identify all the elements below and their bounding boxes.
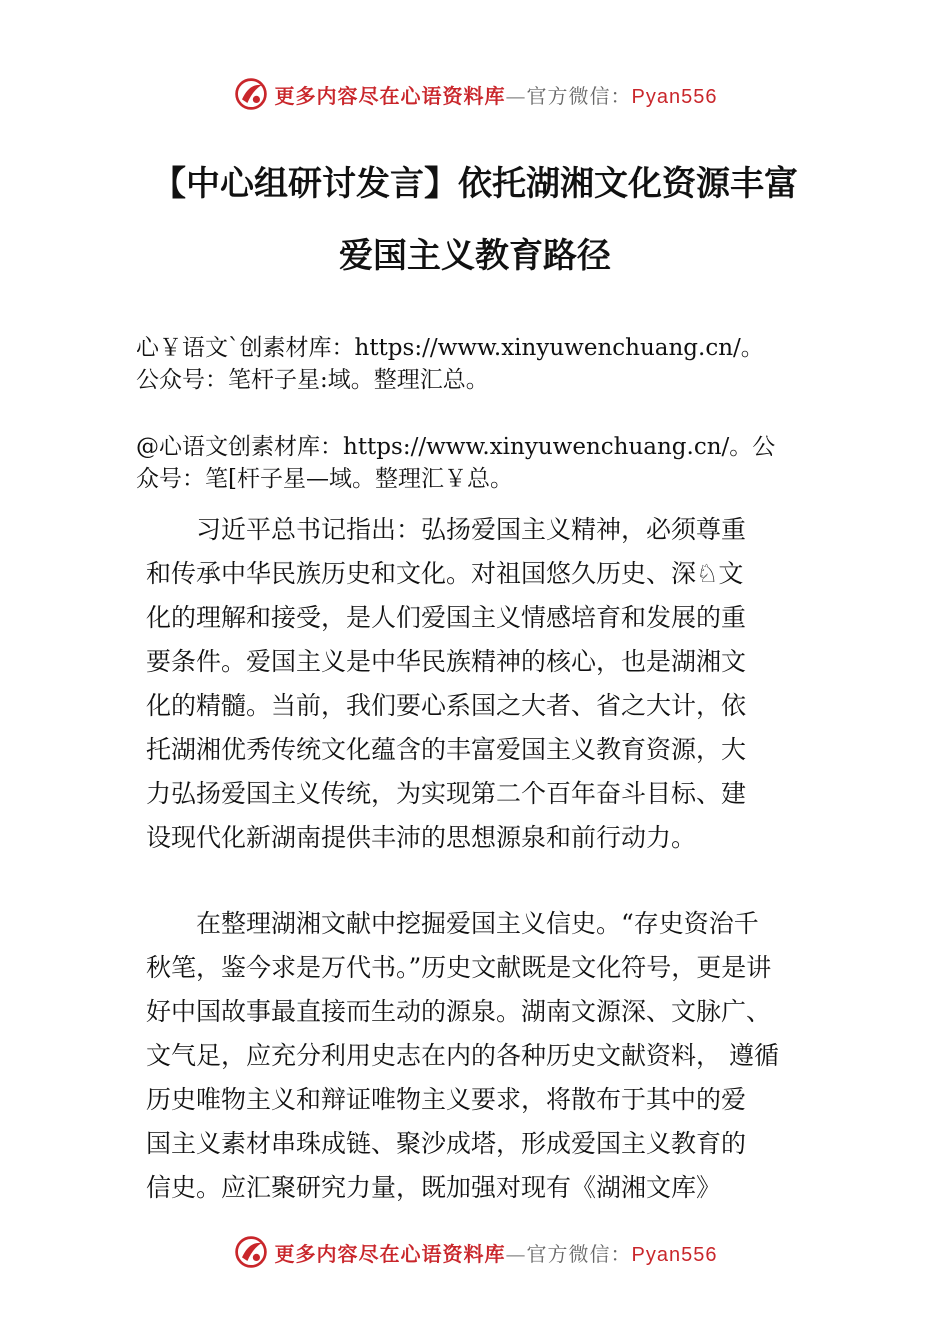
footer-banner [0,1232,950,1272]
paragraph-line: 在整理湖湘文献中挖掘爱国主义信史。“存史资治千 [146,909,759,938]
body-paragraph-2 [146,902,846,1210]
source-note-line: 公众号：笔杆子星:域。整理汇总。 [136,367,489,393]
source-note-2 [136,431,826,495]
banner-slogan: 更多内容尽在心语资料库 [274,1241,506,1266]
paragraph-line: 力弘扬爱国主义传统，为实现第二个百年奋斗目标、建 [146,779,747,808]
brand-logo-icon [233,1234,269,1270]
banner-wechat-label: 官方微信： [526,1241,632,1266]
source-note-line: @心语文创素材库：https://www.xinyuwenchuang.cn/。公 [136,434,776,460]
doc-title-line1: 【中心组研讨发言】依托湖湘文化资源丰富 [152,164,798,204]
paragraph-line: 化的理解和接受，是人们爱国主义情感培育和发展的重 [146,603,747,632]
banner-slogan: 更多内容尽在心语资料库 [274,83,506,108]
brand-logo-icon [233,76,269,112]
doc-title-line2: 爱国主义教育路径 [339,236,611,276]
paragraph-line: 文气足，应充分利用史志在内的各种历史文献资料， 遵循 [146,1041,779,1070]
source-note-1 [136,332,826,396]
body-paragraph-1 [146,508,846,860]
banner-wechat-id: Pyan556 [631,1243,718,1266]
banner-text [275,80,718,109]
banner-text [275,1238,718,1267]
paragraph-line: 设现代化新湖南提供丰沛的思想源泉和前行动力。 [146,823,697,852]
paragraph-line: 要条件。爱国主义是中华民族精神的核心，也是湖湘文 [146,647,747,676]
paragraph-line: 化的精髓。当前，我们要心系国之大者、省之大计，依 [146,691,747,720]
source-note-line: 心￥语文`创素材库：https://www.xinyuwenchuang.cn/。 [136,335,764,361]
banner-wechat-id: Pyan556 [631,85,718,108]
banner-dash: — [505,1241,527,1266]
source-note-line: 众号：笔[杆子星—域。整理汇￥总。 [136,466,513,492]
paragraph-line: 习近平总书记指出：弘扬爱国主义精神，必须尊重 [146,515,747,544]
paragraph-line: 和传承中华民族历史和文化。对祖国悠久历史、深♘文 [146,559,744,588]
paragraph-line: 好中国故事最直接而生动的源泉。湖南文源深、文脉广、 [146,997,772,1026]
banner-wechat-label: 官方微信： [526,83,632,108]
paragraph-line: 历史唯物主义和辩证唯物主义要求，将散布于其中的爱 [146,1085,747,1114]
paragraph-line: 秋笔，鉴今求是万代书。”历史文献既是文化符号，更是讲 [146,953,772,982]
banner-dash: — [505,83,527,108]
paragraph-line: 国主义素材串珠成链、聚沙成塔，形成爱国主义教育的 [146,1129,747,1158]
header-banner [0,74,950,114]
paragraph-line: 信史。应汇聚研究力量，既加强对现有《湖湘文库》 [146,1173,722,1202]
paragraph-line: 托湖湘优秀传统文化蕴含的丰富爱国主义教育资源，大 [146,735,747,764]
